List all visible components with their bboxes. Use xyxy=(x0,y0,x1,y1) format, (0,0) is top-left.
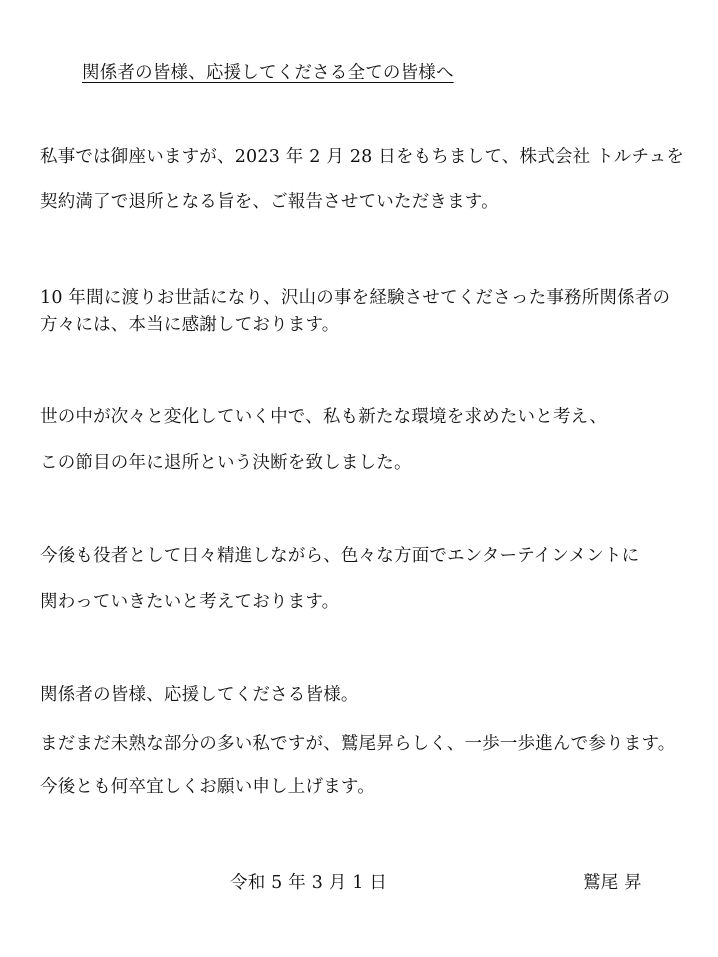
paragraph-3-line-1: 世の中が次々と変化していく中で、私も新たな環境を求めたいと考え、 xyxy=(40,407,608,427)
paragraph-2-line-1: 10 年間に渡りお世話になり、沢山の事を経験させてくださった事務所関係者の xyxy=(40,288,671,308)
paragraph-5-line-2: まだまだ未熟な部分の多い私ですが、鷲尾昇らしく、一歩一歩進んで参ります。 xyxy=(40,734,676,754)
paragraph-3-line-2: この節目の年に退所という決断を致しました。 xyxy=(40,453,412,473)
paragraph-2-line-2: 方々には、本当に感謝しております。 xyxy=(40,315,340,335)
letter-heading: 関係者の皆様、応援してくださる全ての皆様へ xyxy=(82,63,454,83)
letter-signature: 鷲尾 昇 xyxy=(583,873,642,893)
paragraph-4-line-1: 今後も役者として日々精進しながら、色々な方面でエンターテインメントに xyxy=(40,546,640,566)
paragraph-5-line-1: 関係者の皆様、応援してくださる皆様。 xyxy=(40,685,359,705)
paragraph-4-line-2: 関わっていきたいと考えております。 xyxy=(40,592,340,612)
letter-date: 令和 5 年 3 月 1 日 xyxy=(230,873,388,893)
paragraph-1-line-1: 私事では御座いますが、2023 年 2 月 28 日をもちまして、株式会社 トルチュを xyxy=(40,147,685,167)
paragraph-5-line-3: 今後とも何卒宜しくお願い申し上げます。 xyxy=(40,777,375,797)
paragraph-1-line-2: 契約満了で退所となる旨を、ご報告させていただきます。 xyxy=(40,192,499,212)
